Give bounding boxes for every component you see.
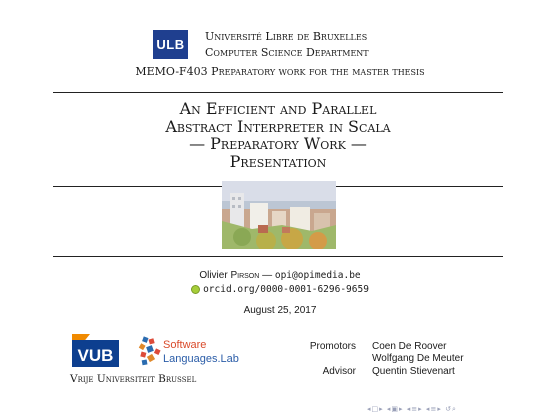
nav-section-next-icon[interactable]: ▸ [418,405,423,413]
nav-frame-icon: □ [371,405,380,413]
software-languages-lab-logo [137,335,279,367]
university-name: Université Libre de Bruxelles [205,30,368,43]
nav-subsection-prev-icon[interactable]: ◂ [425,405,431,413]
promotor-1-name: Coen De Roover [372,341,447,352]
swlab-text-line-1: Software [163,339,207,351]
presentation-title [53,100,503,170]
vub-logo-text: VUB [77,346,114,365]
top-rule [53,92,503,93]
beamer-navigation-bar [367,405,457,414]
promotor-wolfgang-de-meuter [372,353,464,364]
vub-name: Vrije Universiteit Brussel [70,373,197,385]
promotor-2-name: Wolfgang De Meuter [372,353,464,364]
advisor-label: Advisor [322,366,356,377]
nav-frame-next-icon[interactable]: ▸ [379,405,384,413]
nav-slide-next-icon[interactable]: ▸ [399,405,404,413]
promotors-label: Promotors [309,341,356,352]
title-line-1: An Efficient and Parallel [179,99,377,118]
nav-slide-icon: ▣ [391,405,400,413]
nav-subsection-next-icon[interactable]: ▸ [437,405,442,413]
nav-search-icon[interactable]: ⌕ [451,405,457,413]
presentation-date: August 25, 2017 [243,305,317,316]
nav-section-icon: ≡ [411,405,419,413]
author-first-name: Olivier [199,270,228,281]
department-name: Computer Science Department [205,46,369,59]
vub-logo [72,334,119,367]
orcid-line [0,284,560,295]
advisor-name: Quentin Stievenart [372,366,455,377]
ulb-logo [153,30,188,59]
title-line-2: Abstract Interpreter in Scala [165,116,391,136]
nav-frame-prev-icon[interactable]: ◂ [367,405,372,413]
nav-subsection-icon: ≡ [430,405,438,413]
course-line: MEMO-F403 Preparatory work for the master thesis [135,65,425,78]
title-line-4: Presentation [229,151,327,171]
nav-back-icon[interactable]: ↺ [445,405,452,413]
ulb-logo-text: ULB [156,37,185,52]
promotor-coen-de-roover [372,341,446,352]
author-last-name: Pirson [230,270,260,281]
author-line [0,270,560,281]
orcid-icon [191,285,200,294]
advisor-quentin-stievenart [372,366,455,377]
city-photo [222,181,336,249]
orcid-link[interactable]: orcid.org/0000-0001-6296-9659 [203,284,369,295]
author-email[interactable]: opi@opimedia.be [274,270,361,281]
swlab-text-line-2: Languages.Lab [163,353,239,365]
author-separator: — [262,270,273,281]
nav-section-prev-icon[interactable]: ◂ [406,405,412,413]
title-line-3: — Preparatory Work — [189,134,367,153]
nav-slide-prev-icon[interactable]: ◂ [386,405,392,413]
bottom-rule [53,256,503,257]
